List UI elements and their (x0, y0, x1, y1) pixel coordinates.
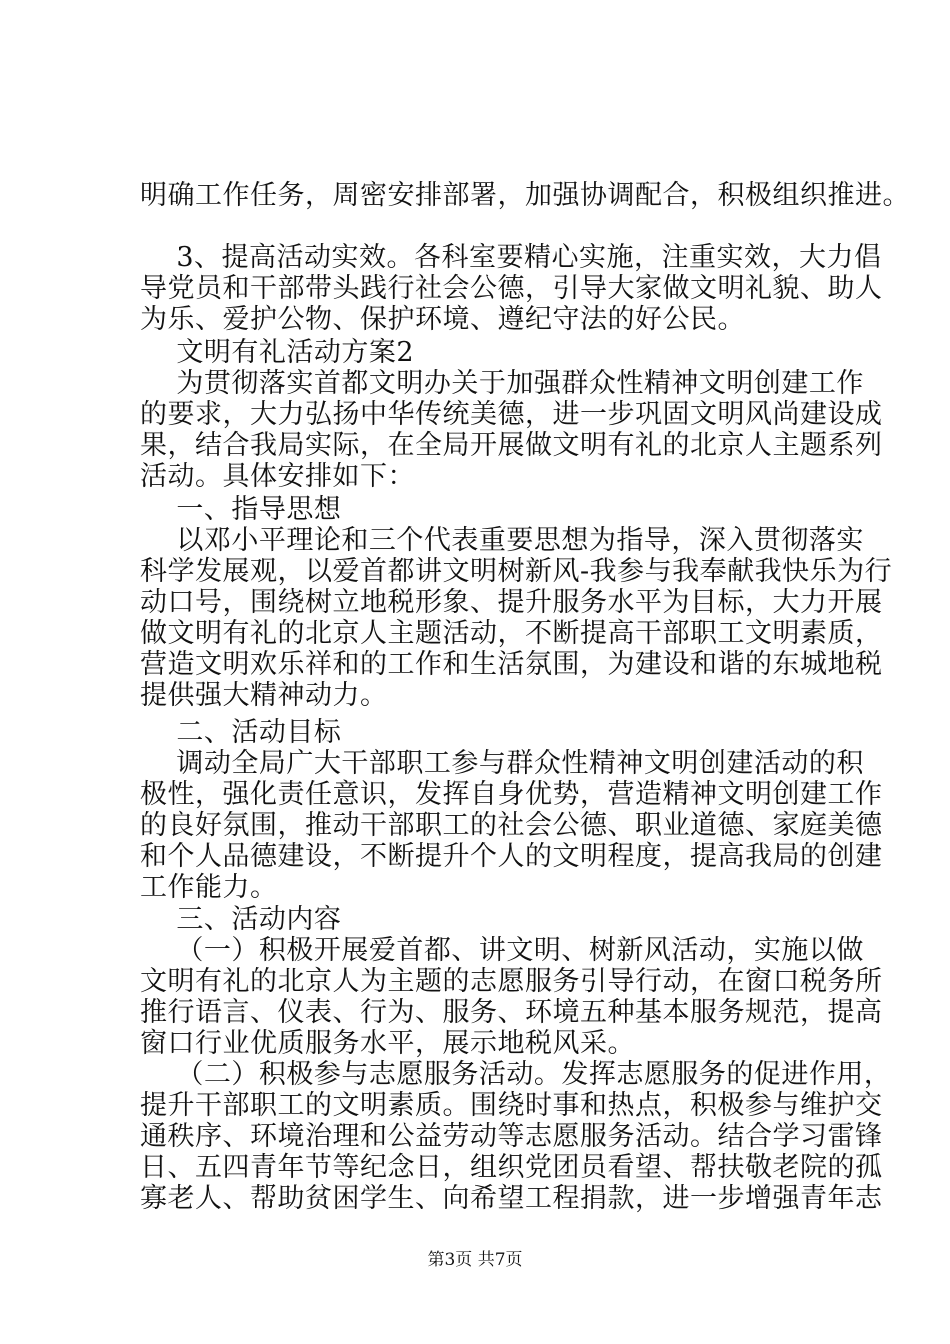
text-line: 活动。具体安排如下： (140, 461, 415, 492)
text-line: 做文明有礼的北京人主题活动，不断提高干部职工文明素质， (140, 618, 883, 649)
text-line: 调动全局广大干部职工参与群众性精神文明创建活动的积 (140, 748, 864, 779)
paragraph (140, 904, 341, 935)
text-line: 寡老人、帮助贫困学生、向希望工程捐款，进一步增强青年志 (140, 1183, 883, 1214)
text-line: 为乐、爱护公物、保护环境、遵纪守法的好公民。 (140, 304, 745, 335)
page-footer: 第3页 共7页 (427, 1250, 523, 1270)
text-line: 以邓小平理论和三个代表重要思想为指导，深入贯彻落实 (140, 525, 864, 556)
text-line: 和个人品德建设，不断提升个人的文明程度，提高我局的创建 (140, 841, 883, 872)
paragraph (140, 180, 910, 211)
text-line: 工作能力。 (140, 872, 278, 903)
text-line: 动口号，围绕树立地税形象、提升服务水平为目标，大力开展 (140, 587, 883, 618)
text-line: 明确工作任务，周密安排部署，加强协调配合，积极组织推进。 (140, 180, 910, 211)
text-line: 极性，强化责任意识，发挥自身优势，营造精神文明创建工作 (140, 779, 883, 810)
text-line: 科学发展观，以爱首都讲文明树新风-我参与我奉献我快乐为行 (140, 556, 893, 587)
text-line: 文明有礼活动方案2 (140, 337, 415, 368)
paragraph (140, 337, 414, 368)
paragraph (140, 242, 883, 335)
text-line: 文明有礼的北京人为主题的志愿服务引导行动，在窗口税务所 (140, 966, 883, 997)
text-line: （一）积极开展爱首都、讲文明、树新风活动，实施以做 (140, 935, 864, 966)
text-line: 为贯彻落实首都文明办关于加强群众性精神文明创建工作 (140, 368, 864, 399)
paragraph (140, 525, 892, 711)
text-line: 的良好氛围，推动干部职工的社会公德、职业道德、家庭美德 (140, 810, 883, 841)
text-line: 果，结合我局实际，在全局开展做文明有礼的北京人主题系列 (140, 430, 883, 461)
text-line: 三、活动内容 (140, 904, 342, 935)
text-line: 一、指导思想 (140, 494, 342, 525)
text-line: 推行语言、仪表、行为、服务、环境五种基本服务规范，提高 (140, 997, 883, 1028)
paragraph (140, 717, 341, 748)
text-line: 通秩序、环境治理和公益劳动等志愿服务活动。结合学习雷锋 (140, 1121, 883, 1152)
paragraph (140, 748, 883, 903)
paragraph (140, 935, 883, 1059)
text-line: 的要求，大力弘扬中华传统美德，进一步巩固文明风尚建设成 (140, 399, 883, 430)
text-line: 导党员和干部带头践行社会公德，引导大家做文明礼貌、助人 (140, 273, 883, 304)
text-line: 日、五四青年节等纪念日，组织党团员看望、帮扶敬老院的孤 (140, 1152, 883, 1183)
text-line: 二、活动目标 (140, 717, 342, 748)
text-line: 窗口行业优质服务水平，展示地税风采。 (140, 1028, 635, 1059)
text-line: 营造文明欢乐祥和的工作和生活氛围，为建设和谐的东城地税 (140, 649, 883, 680)
text-line: （二）积极参与志愿服务活动。发挥志愿服务的促进作用， (140, 1059, 892, 1090)
text-line: 提供强大精神动力。 (140, 680, 388, 711)
paragraph (140, 1059, 891, 1214)
paragraph (140, 494, 341, 525)
text-line: 提升干部职工的文明素质。围绕时事和热点，积极参与维护交 (140, 1090, 883, 1121)
text-line: 3、提高活动实效。各科室要精心实施，注重实效，大力倡 (140, 242, 882, 273)
paragraph (140, 368, 883, 492)
